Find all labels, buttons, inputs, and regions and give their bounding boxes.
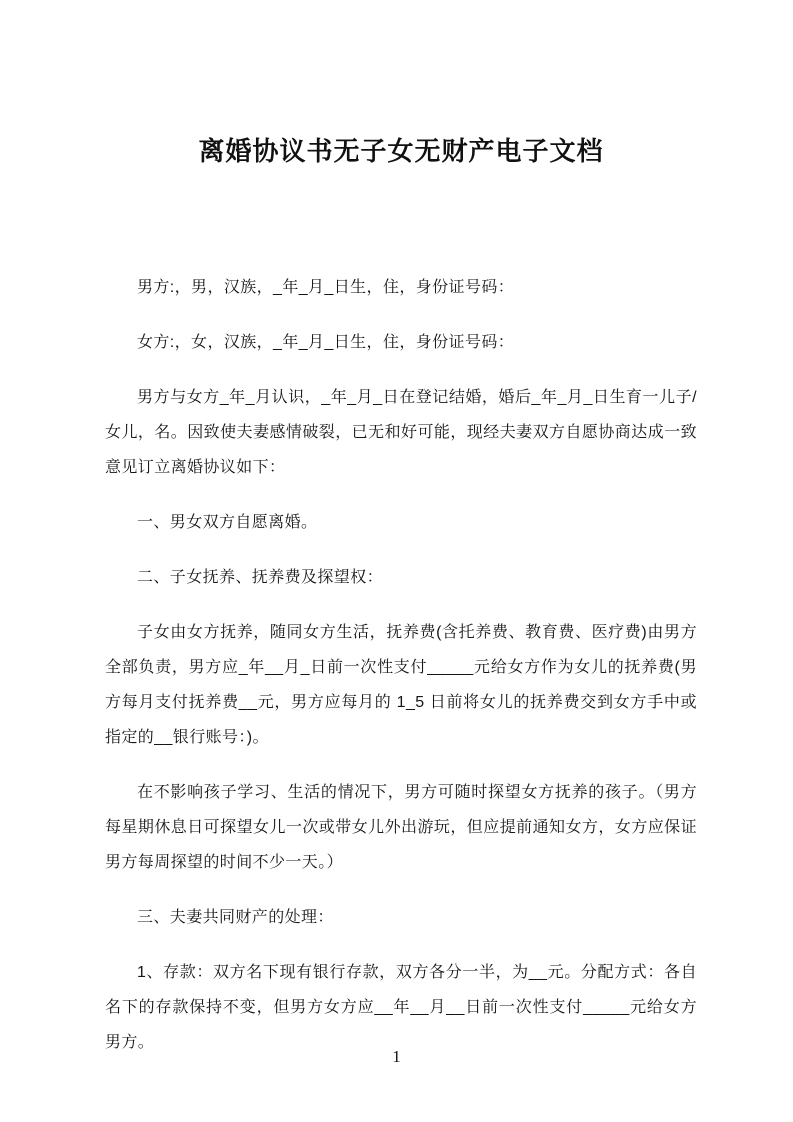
paragraph-visitation-terms: 在不影响孩子学习、生活的情况下，男方可随时探望女方抚养的孩子。（男方每星期休息日可探望女儿一次或带女儿外出游玩，但应提前通知女方，女方应保证男方每周探望的时间不少一天。） [105, 784, 697, 871]
paragraph-party-b-info: 女方:，女，汉族，_年_月_日生，住，身份证号码： [137, 334, 515, 351]
paragraph-party-a-info: 男方:，男，汉族，_年_月_日生，住，身份证号码： [137, 279, 515, 296]
document-title: 离婚协议书无子女无财产电子文档 [198, 136, 604, 166]
paragraph-marriage-background: 男方与女方_年_月认识，_年_月_日在登记结婚，婚后_年_月_日生育一儿子/女儿，名。因致使夫妻感情破裂，已无和好可能，现经夫妻双方自愿协商达成一致意见订立离婚协议如下： [105, 389, 697, 476]
paragraph-section-1-voluntary-divorce: 一、男女双方自愿离婚。 [137, 514, 318, 531]
document-body [105, 270, 697, 1060]
paragraph-section-3-property-heading: 三、夫妻共同财产的处理： [137, 909, 334, 926]
page-number: 1 [392, 1047, 401, 1066]
paragraph-custody-support-terms: 子女由女方抚养，随同女方生活，抚养费(含托养费、教育费、医疗费)由男方全部负责，男方应_年__月_日前一次性支付_____元给女方作为女儿的抚养费(男方每月支付抚养费__元，男方应每月的 1_5 日前将女儿的抚养费交到女方手中或指定的__银行账号：)。 [105, 624, 697, 746]
paragraph-deposit-division-terms: 1、存款：双方名下现有银行存款，双方各分一半，为__元。分配方式：各自名下的存款保持不变，但男方女方应__年__月__日前一次性支付_____元给女方男方。 [105, 964, 697, 1051]
paragraph-section-2-custody-heading: 二、子女抚养、抚养费及探望权： [137, 569, 384, 586]
